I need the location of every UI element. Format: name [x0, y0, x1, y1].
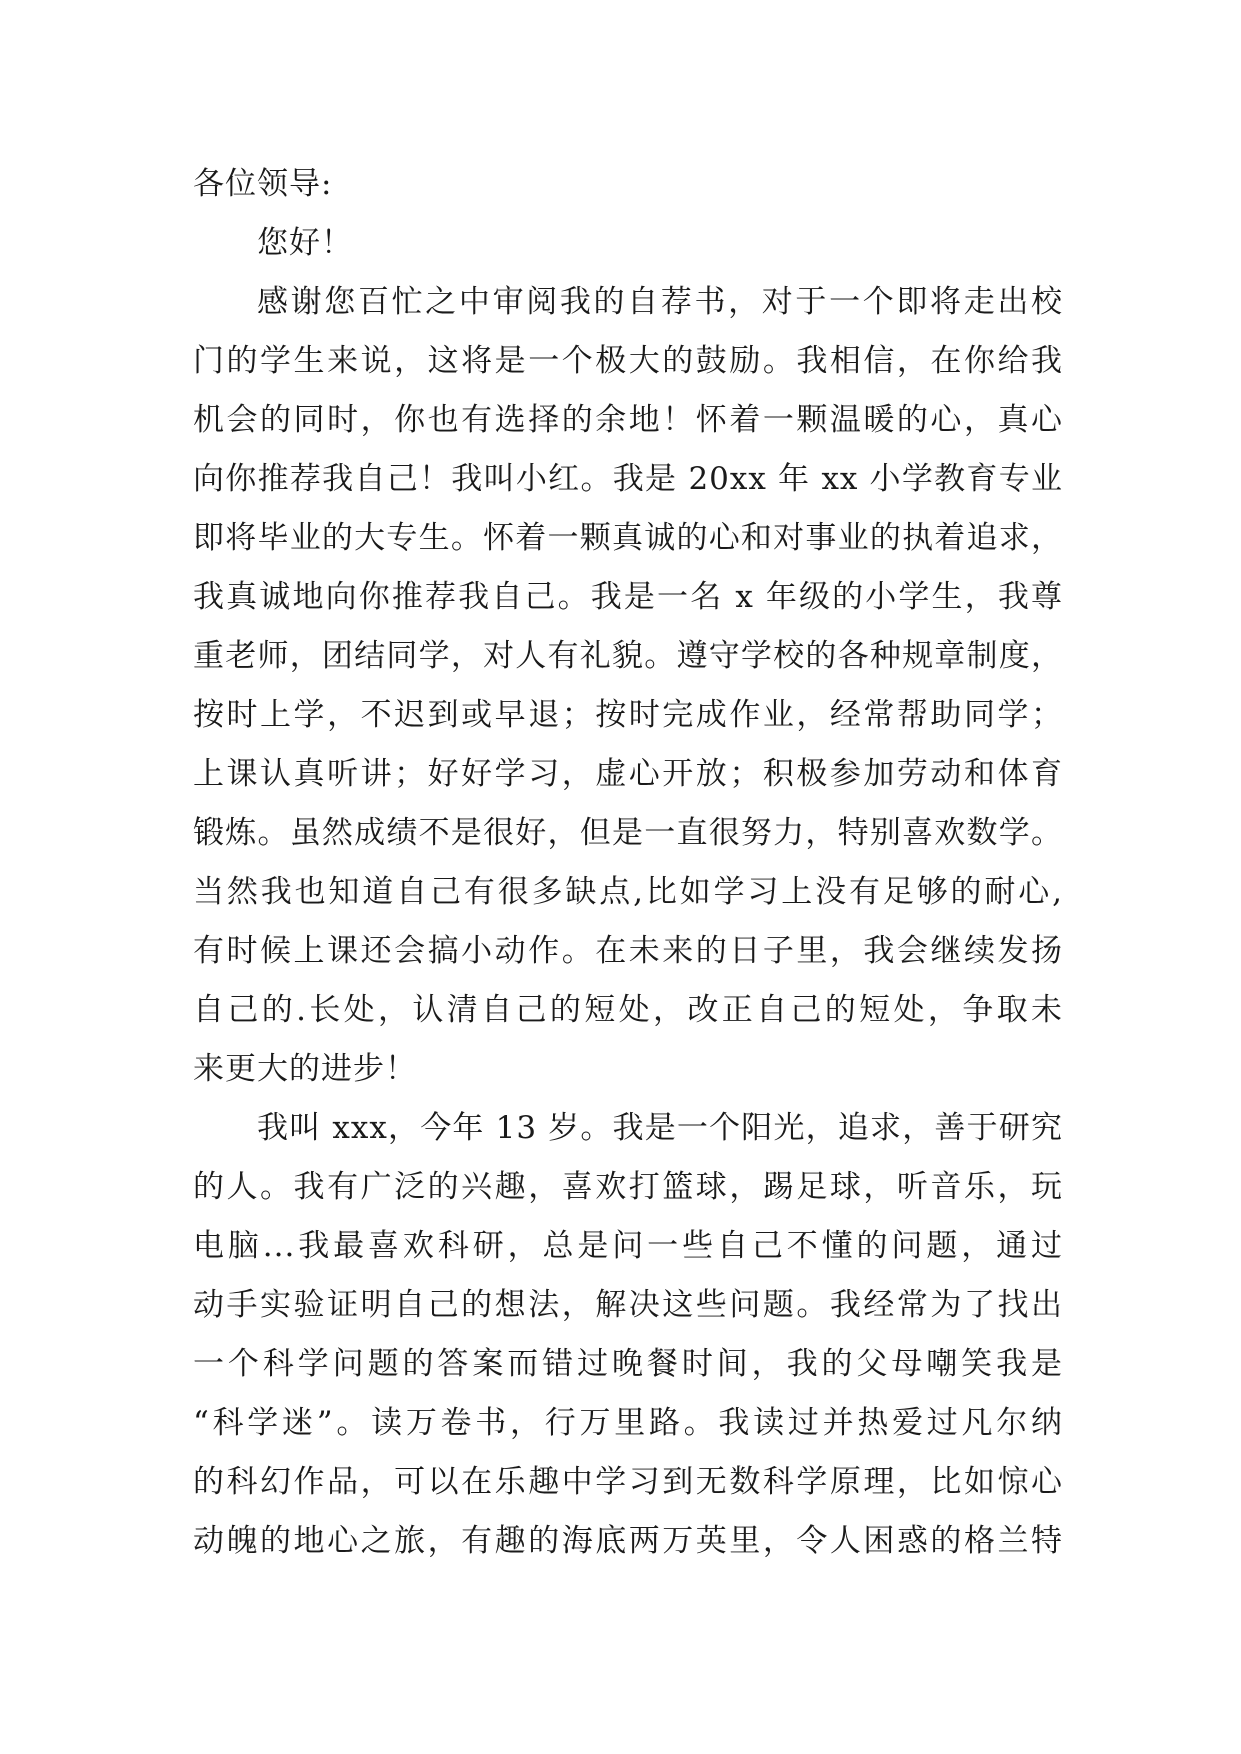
paragraph-line: 机会的同时，你也有选择的余地！怀着一颗温暖的心，真心 [193, 402, 1063, 438]
paragraph-line: 感谢您百忙之中审阅我的自荐书，对于一个即将走出校 [257, 284, 1063, 320]
paragraph-line: 上课认真听讲；好好学习，虚心开放；积极参加劳动和体育 [193, 756, 1063, 792]
paragraph-line: 来更大的进步！ [193, 1051, 417, 1087]
paragraph-line: 有时候上课还会搞小动作。在未来的日子里，我会继续发扬 [193, 933, 1063, 969]
paragraph-line: 重老师，团结同学，对人有礼貌。遵守学校的各种规章制度， [193, 638, 1063, 674]
salutation: 各位领导: [193, 166, 333, 202]
paragraph-line: “科学迷”。读万卷书，行万里路。我读过并热爱过凡尔纳 [193, 1405, 1063, 1441]
paragraph-line: 自己的.长处，认清自己的短处，改正自己的短处，争取未 [193, 992, 1063, 1028]
paragraph-line: 即将毕业的大专生。怀着一颗真诚的心和对事业的执着追求， [193, 520, 1063, 556]
paragraph-line: 的科幻作品，可以在乐趣中学习到无数科学原理，比如惊心 [193, 1464, 1063, 1500]
paragraph-line: 我真诚地向你推荐我自己。我是一名 x 年级的小学生，我尊 [193, 579, 1063, 615]
paragraph-line: 门的学生来说，这将是一个极大的鼓励。我相信，在你给我 [193, 343, 1063, 379]
letter-body [193, 155, 1063, 1571]
paragraph-line: 动魄的地心之旅，有趣的海底两万英里，令人困惑的格兰特 [193, 1523, 1063, 1559]
paragraph-line: 的人。我有广泛的兴趣，喜欢打篮球，踢足球，听音乐，玩 [193, 1169, 1063, 1205]
greeting: 您好！ [257, 225, 353, 261]
paragraph-line: 向你推荐我自己！我叫小红。我是 20xx 年 xx 小学教育专业 [193, 461, 1063, 497]
paragraph-line: 按时上学，不迟到或早退；按时完成作业，经常帮助同学； [193, 697, 1063, 733]
paragraph-line: 我叫 xxx，今年 13 岁。我是一个阳光，追求，善于研究 [257, 1110, 1063, 1146]
paragraph-line: 当然我也知道自己有很多缺点,比如学习上没有足够的耐心, [193, 874, 1063, 910]
paragraph-line: 一个科学问题的答案而错过晚餐时间，我的父母嘲笑我是 [193, 1346, 1063, 1382]
paragraph-line: 动手实验证明自己的想法，解决这些问题。我经常为了找出 [193, 1287, 1063, 1323]
paragraph-line: 电脑...我最喜欢科研，总是问一些自己不懂的问题，通过 [193, 1228, 1063, 1264]
paragraph-line: 锻炼。虽然成绩不是很好，但是一直很努力，特别喜欢数学。 [193, 815, 1063, 851]
